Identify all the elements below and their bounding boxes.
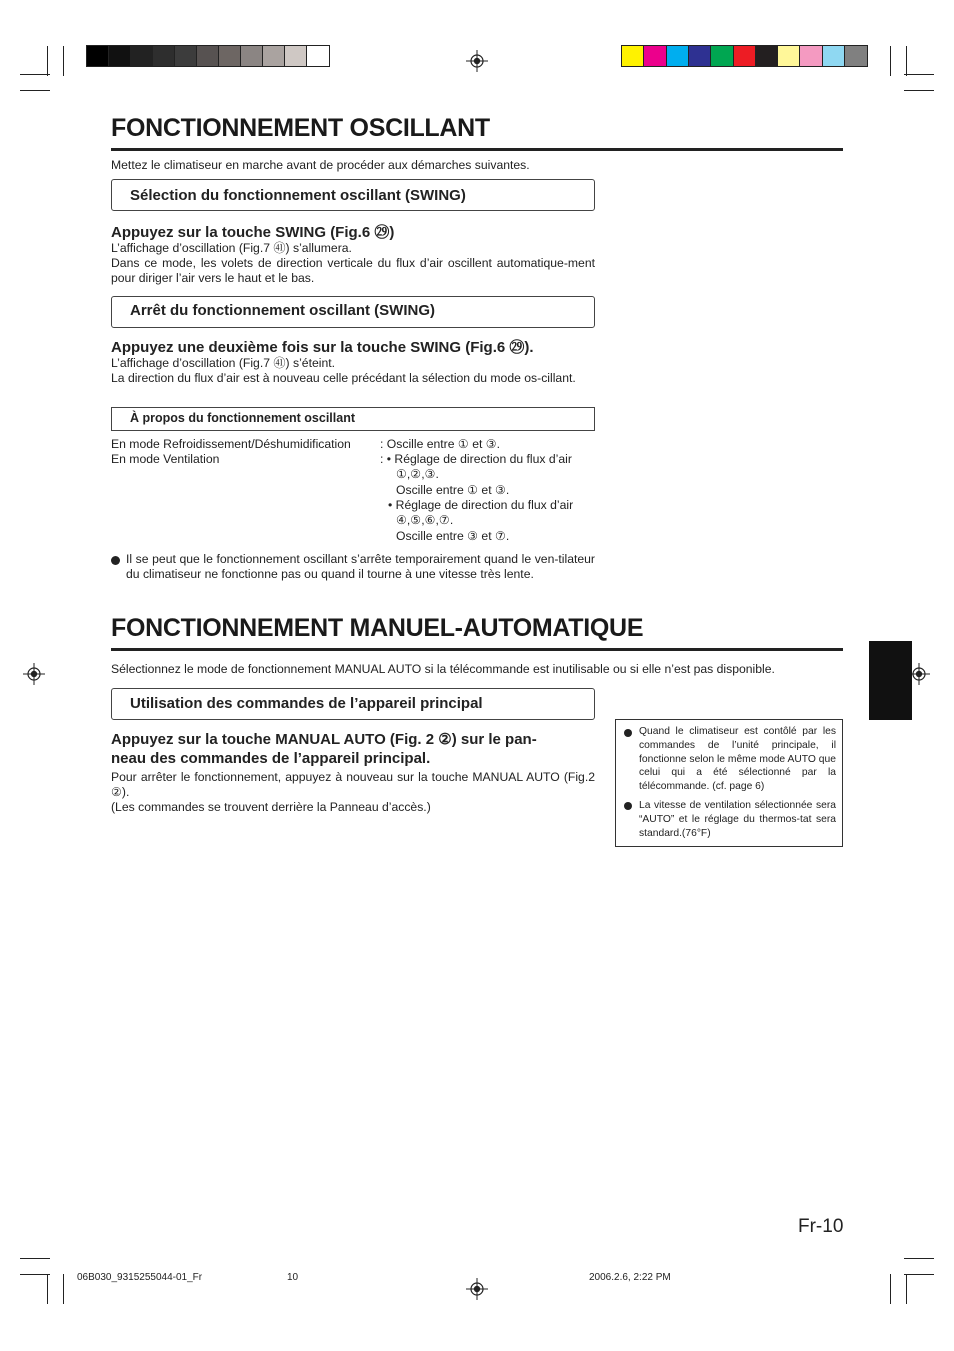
- step-title: neau des commandes de l’appareil principal.: [111, 750, 431, 767]
- subsection-heading: Utilisation des commandes de l’appareil principal: [130, 695, 483, 712]
- step-paragraph: La direction du flux d’air est à nouveau celle précédant la sélection du mode os-cillant.: [111, 371, 576, 385]
- crop-mark: [63, 46, 64, 76]
- color-swatch: [644, 46, 666, 66]
- title-rule: [111, 648, 843, 651]
- subsection-box: [111, 688, 595, 720]
- mode-value: • Réglage de direction du flux d’air: [388, 498, 574, 512]
- intro-text: Mettez le climatiseur en marche avant de procéder aux démarches suivantes.: [111, 158, 530, 172]
- color-swatch: [153, 46, 175, 66]
- color-swatch: [734, 46, 756, 66]
- step-text: L’affichage d’oscillation (Fig.7 ㊶) s’éteint.: [111, 356, 336, 370]
- crop-mark: [47, 1274, 48, 1304]
- step-text: L’affichage d’oscillation (Fig.7 ㊶) s’allumera.: [111, 241, 352, 255]
- footer-file: 06B030_9315255044-01_Fr: [77, 1272, 203, 1283]
- registration-mark-icon: [466, 1278, 488, 1300]
- step-note: (Les commandes se trouvent derrière la Panneau d’accès.): [111, 800, 431, 814]
- color-swatch: [307, 46, 329, 66]
- crop-mark: [20, 90, 50, 91]
- crop-mark: [890, 1274, 891, 1304]
- section-title: FONCTIONNEMENT OSCILLANT: [111, 114, 490, 142]
- crop-mark: [20, 74, 50, 75]
- mode-value: Oscille entre ① et ③.: [396, 483, 510, 497]
- color-swatch: [219, 46, 241, 66]
- mode-value: ④,⑤,⑥,⑦.: [396, 513, 454, 527]
- step-title: Appuyez sur la touche MANUAL AUTO (Fig. 2 ②) sur le pan-: [111, 731, 537, 748]
- crop-mark: [63, 1274, 64, 1304]
- color-swatch: [778, 46, 800, 66]
- crop-mark: [906, 46, 907, 76]
- color-swatch: [711, 46, 733, 66]
- mode-label: En mode Ventilation: [111, 452, 220, 466]
- subsection-box: [111, 296, 595, 328]
- crop-mark: [890, 46, 891, 76]
- bullet-icon: [624, 729, 632, 737]
- bullet-icon: [111, 556, 120, 565]
- subsection-heading: Arrêt du fonctionnement oscillant (SWING): [130, 302, 436, 319]
- registration-mark-icon: [466, 50, 488, 72]
- color-swatch: [263, 46, 285, 66]
- page-number: Fr-10: [798, 1216, 844, 1237]
- info-box: [111, 407, 595, 431]
- side-note-box: [615, 719, 843, 847]
- mode-label: En mode Refroidissement/Déshumidification: [111, 437, 351, 451]
- color-swatch: [197, 46, 219, 66]
- crop-mark: [20, 1258, 50, 1259]
- crop-mark: [904, 74, 934, 75]
- bullet-icon: [624, 802, 632, 810]
- mode-value: ①,②,③.: [396, 467, 439, 481]
- crop-mark: [20, 1274, 50, 1275]
- step-title: Appuyez sur la touche SWING (Fig.6 ㉙): [111, 224, 395, 241]
- footer-date: 2006.2.6, 2:22 PM: [589, 1272, 671, 1283]
- color-swatch: [131, 46, 153, 66]
- crop-mark: [904, 90, 934, 91]
- color-swatch: [87, 46, 109, 66]
- color-swatch: [175, 46, 197, 66]
- step-title: Appuyez une deuxième fois sur la touche SWING (Fig.6 ㉙).: [111, 339, 534, 356]
- subsection-box: [111, 179, 595, 211]
- subsection-heading: Sélection du fonctionnement oscillant (SWING): [130, 187, 466, 204]
- note-paragraph: Il se peut que le fonctionnement oscillant s’arrête temporairement quand le ven-tilateur du climatiseur ne fonctionne pas ou quand il tourne à une vitesse très lente.: [126, 552, 595, 582]
- color-swatch: [241, 46, 263, 66]
- color-swatch: [823, 46, 845, 66]
- color-swatch: [689, 46, 711, 66]
- footer-page: 10: [287, 1272, 299, 1283]
- mode-value: : • Réglage de direction du flux d’air: [380, 452, 572, 466]
- side-note-text: Quand le climatiseur est contôlé par les commandes de l’unité principale, il fonctionne selon le même mode AUTO que celui qui a été sélectionné par la télécommande. (cf. page 6): [639, 726, 836, 793]
- crop-mark: [904, 1258, 934, 1259]
- section-title: FONCTIONNEMENT MANUEL-AUTOMATIQUE: [111, 614, 644, 642]
- color-swatch: [667, 46, 689, 66]
- mode-value: Oscille entre ③ et ⑦.: [396, 529, 510, 543]
- title-rule: [111, 148, 843, 151]
- crop-mark: [47, 46, 48, 76]
- intro-text: Sélectionnez le mode de fonctionnement MANUAL AUTO si la télécommande est inutilisable ou si elle n’est pas disponible.: [111, 662, 775, 676]
- registration-mark-icon: [23, 663, 45, 685]
- crop-mark: [906, 1274, 907, 1304]
- crop-mark: [904, 1274, 934, 1275]
- color-swatch: [756, 46, 778, 66]
- info-heading: À propos du fonctionnement oscillant: [130, 411, 355, 425]
- step-paragraph: Dans ce mode, les volets de direction verticale du flux d’air oscillent automatique-ment pour diriger l’air vers le haut et le bas.: [111, 256, 595, 286]
- color-swatch: [800, 46, 822, 66]
- color-swatch: [109, 46, 131, 66]
- side-note-text: La vitesse de ventilation sélectionnée sera “AUTO” et le réglage du thermos-tat sera standard.(76°F): [639, 800, 836, 839]
- color-swatch: [845, 46, 867, 66]
- color-swatch: [285, 46, 307, 66]
- step-paragraph: Pour arrêter le fonctionnement, appuyez à nouveau sur la touche MANUAL AUTO (Fig.2 ②).: [111, 770, 595, 800]
- color-swatch: [622, 46, 644, 66]
- section-tab-marker: [869, 641, 912, 720]
- mode-value: : Oscille entre ① et ③.: [380, 437, 501, 451]
